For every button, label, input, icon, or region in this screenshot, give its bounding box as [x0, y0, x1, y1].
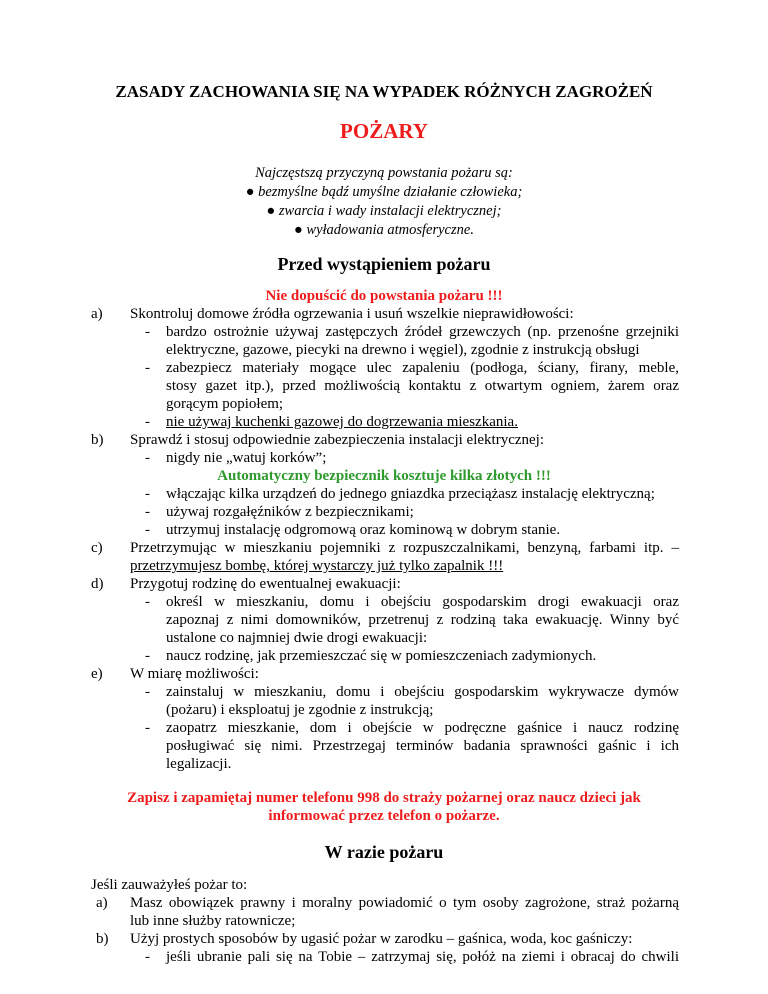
dash-bullet: -: [145, 594, 150, 610]
sub-item-line: (pożaru) i eksploatuj je zgodnie z instrukcją;: [166, 702, 434, 718]
intro-item: ● zwarcia i wady instalacji elektrycznej;: [266, 203, 502, 219]
list-item-text: Skontroluj domowe źródła ogrzewania i usuń wszelkie nieprawidłowości:: [130, 306, 574, 322]
fire-phone-notice: Zapisz i zapamiętaj numer telefonu 998 do straży pożarnej oraz naucz dzieci jak: [127, 790, 641, 806]
list-item-text: Przygotuj rodzinę do ewentualnej ewakuacji:: [130, 576, 401, 592]
document-title: ZASADY ZACHOWANIA SIĘ NA WYPADEK RÓŻNYCH ZAGROŻEŃ: [115, 82, 653, 101]
list-item-text: Masz obowiązek prawny i moralny powiadomić o tym osoby zagrożone, straż pożarną: [130, 895, 679, 911]
list-item-text: Użyj prostych sposobów by ugasić pożar w zarodku – gaśnica, woda, koc gaśniczy:: [130, 931, 633, 947]
intro-item: ● bezmyślne bądź umyślne działanie człowieka;: [245, 184, 523, 200]
dash-bullet: -: [145, 360, 150, 376]
list-marker: b): [91, 432, 104, 448]
sub-item-line: posługiwać się nimi. Przestrzegaj terminów badania sprawności gaśnic i ich: [166, 738, 679, 754]
dash-bullet: -: [145, 720, 150, 736]
list-marker: a): [91, 306, 103, 322]
list-item-text: Sprawdź i stosuj odpowiednie zabezpieczenia instalacji elektrycznej:: [130, 432, 545, 448]
dash-bullet: -: [145, 648, 150, 664]
sub-item-line: bardzo ostrożnie używaj zastępczych źródeł grzewczych (np. przenośne grzejniki: [166, 324, 679, 340]
dash-bullet: -: [145, 684, 150, 700]
fuse-note: Automatyczny bezpiecznik kosztuje kilka złotych !!!: [217, 468, 551, 484]
list-item-text: W miarę możliwości:: [130, 666, 259, 682]
during-heading: W razie pożaru: [324, 842, 444, 862]
dash-bullet: -: [145, 324, 150, 340]
sub-item-line: włączając kilka urządzeń do jednego gniazdka przeciążasz instalację elektryczną;: [166, 486, 655, 502]
section-title: POŻARY: [340, 119, 428, 143]
sub-item-line: zainstaluj w mieszkaniu, domu i obejściu gospodarskim wykrywacze dymów: [166, 684, 679, 700]
dash-bullet: -: [145, 414, 150, 430]
sub-item-line: zabezpiecz materiały mogące ulec zapaleniu (podłoga, ściany, firany, meble,: [166, 360, 679, 376]
sub-item-line: stosy gazet itp.), przed możliwością kontaktu z otwartym ogniem, żarem oraz: [166, 378, 679, 394]
sub-item-line: zapoznaj z nimi domowników, przetrenuj z rodziną taka ewakuację. Winny być: [166, 612, 679, 628]
sub-item-line: nigdy nie „watuj korków”;: [166, 450, 327, 466]
dash-bullet: -: [145, 486, 150, 502]
during-lead: Jeśli zauważyłeś pożar to:: [91, 877, 248, 893]
sub-item-line: jeśli ubranie pali się na Tobie – zatrzymaj się, połóż na ziemi i obracaj do chwili: [166, 949, 679, 965]
sub-item-line: określ w mieszkaniu, domu i obejściu gospodarskim drogi ewakuacji oraz: [166, 594, 679, 610]
sub-item-line: elektryczne, gazowe, piecyki na drewno i węgiel), zgodnie z instrukcją obsługi: [166, 342, 640, 358]
list-marker: b): [96, 931, 109, 947]
sub-item-line: naucz rodzinę, jak przemieszczać się w pomieszczeniach zadymionych.: [166, 648, 597, 664]
sub-item-line: utrzymuj instalację odgromową oraz kominową w dobrym stanie.: [166, 522, 561, 538]
list-marker: d): [91, 576, 104, 592]
dash-bullet: -: [145, 949, 150, 965]
sub-item-line: zaopatrz mieszkanie, dom i obejście w podręczne gaśnice i naucz rodzinę: [166, 720, 679, 736]
list-item-text: przetrzymujesz bombę, której wystarczy już tylko zapalnik !!!: [130, 558, 504, 574]
intro-item: ● wyładowania atmosferyczne.: [294, 222, 474, 238]
list-item-text: Przetrzymując w mieszkaniu pojemniki z rozpuszczalnikami, benzyną, farbami itp. –: [130, 540, 679, 556]
dash-bullet: -: [145, 450, 150, 466]
fire-phone-notice: informować przez telefon o pożarze.: [268, 808, 500, 824]
sub-item-line: legalizacji.: [166, 756, 232, 772]
before-warning: Nie dopuścić do powstania pożaru !!!: [265, 288, 503, 304]
sub-item-line: ustalone co najmniej dwie drogi ewakuacji:: [166, 630, 428, 646]
list-marker: c): [91, 540, 103, 556]
list-marker: a): [96, 895, 108, 911]
sub-item-line: gorącym popiołem;: [166, 396, 284, 412]
before-heading: Przed wystąpieniem pożaru: [277, 254, 491, 274]
dash-bullet: -: [145, 522, 150, 538]
list-item-text: lub inne służby ratownicze;: [130, 913, 296, 929]
sub-item-line: nie używaj kuchenki gazowej do dogrzewania mieszkania.: [166, 414, 518, 430]
list-marker: e): [91, 666, 103, 682]
intro-lead: Najczęstszą przyczyną powstania pożaru są:: [255, 165, 513, 181]
dash-bullet: -: [145, 504, 150, 520]
sub-item-line: używaj rozgałęźników z bezpiecznikami;: [166, 504, 414, 520]
